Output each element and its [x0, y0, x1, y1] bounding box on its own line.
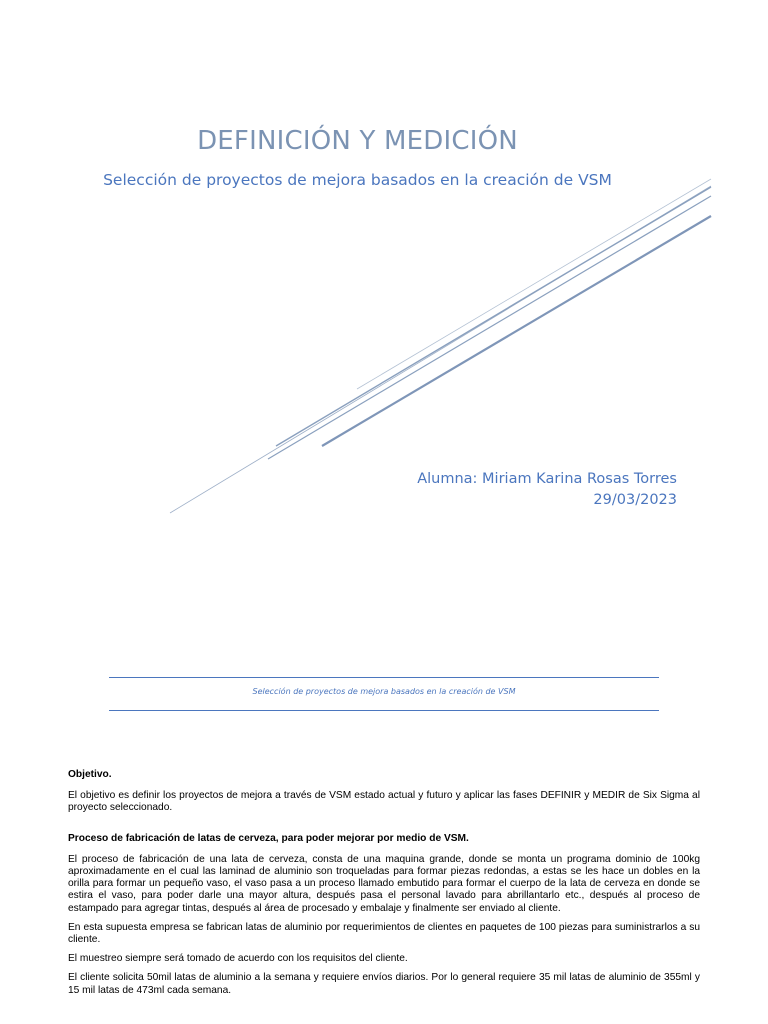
document-body — [68, 769, 700, 1004]
header-rule-bottom — [109, 710, 659, 711]
sampling-paragraph: El muestreo siempre será tomado de acuerdo con los requisitos del cliente. — [68, 953, 408, 965]
objective-heading: Objetivo. — [68, 769, 112, 780]
page-header-text: Selección de proyectos de mejora basados en la creación de VSM — [252, 687, 516, 696]
cover-subtitle: Selección de proyectos de mejora basados en la creación de VSM — [103, 171, 612, 189]
submission-date: 29/03/2023 — [593, 492, 677, 508]
cover-title: DEFINICIÓN Y MEDICIÓN — [197, 126, 518, 156]
header-rule-top — [109, 677, 659, 678]
decorative-line — [268, 196, 711, 459]
objective-paragraph: El objetivo es definir los proyectos de mejora a través de VSM estado actual y futuro y aplicar las fases DEFINIR y MEDIR de Six Sigma al proyecto seleccionado. — [68, 790, 700, 814]
decorative-line — [322, 216, 711, 446]
process-paragraph: El proceso de fabricación de una lata de cerveza, consta de una maquina grande, donde se monta un programa dominio de 100kg aproximadamente en el cual las laminad de aluminio son troqueladas para formar piezas redondas, a estas se les hace un dobles en la orilla para formar un pequeño vaso, el vaso pasa a un proceso llamado embutido para formar el cuerpo de la lata de cerveza en donde se estira el vaso, para poder darle una mayor altura, después pasa el personal lavado para abrillantarlo etc., después al proceso de estampado para agregar tintas, después al área de procesado y embalaje y finalmente ser enviado al cliente. — [68, 853, 700, 914]
author-block — [417, 469, 677, 511]
decorative-line — [276, 187, 711, 446]
process-heading: Proceso de fabricación de latas de cerveza, para poder mejorar por medio de VSM. — [68, 832, 469, 844]
demand-paragraph: El cliente solicita 50mil latas de aluminio a la semana y requiere envíos diarios. Por lo general requiere 35 mil latas de aluminio de 355ml y 15 mil latas de 473ml cada semana. — [68, 972, 700, 996]
author-name: Alumna: Miriam Karina Rosas Torres — [417, 471, 677, 487]
decorative-line — [357, 179, 711, 389]
company-paragraph: En esta supuesta empresa se fabrican latas de aluminio por requerimientos de clientes en paquetes de 100 piezas para suministrarlos a su cliente. — [68, 921, 700, 946]
